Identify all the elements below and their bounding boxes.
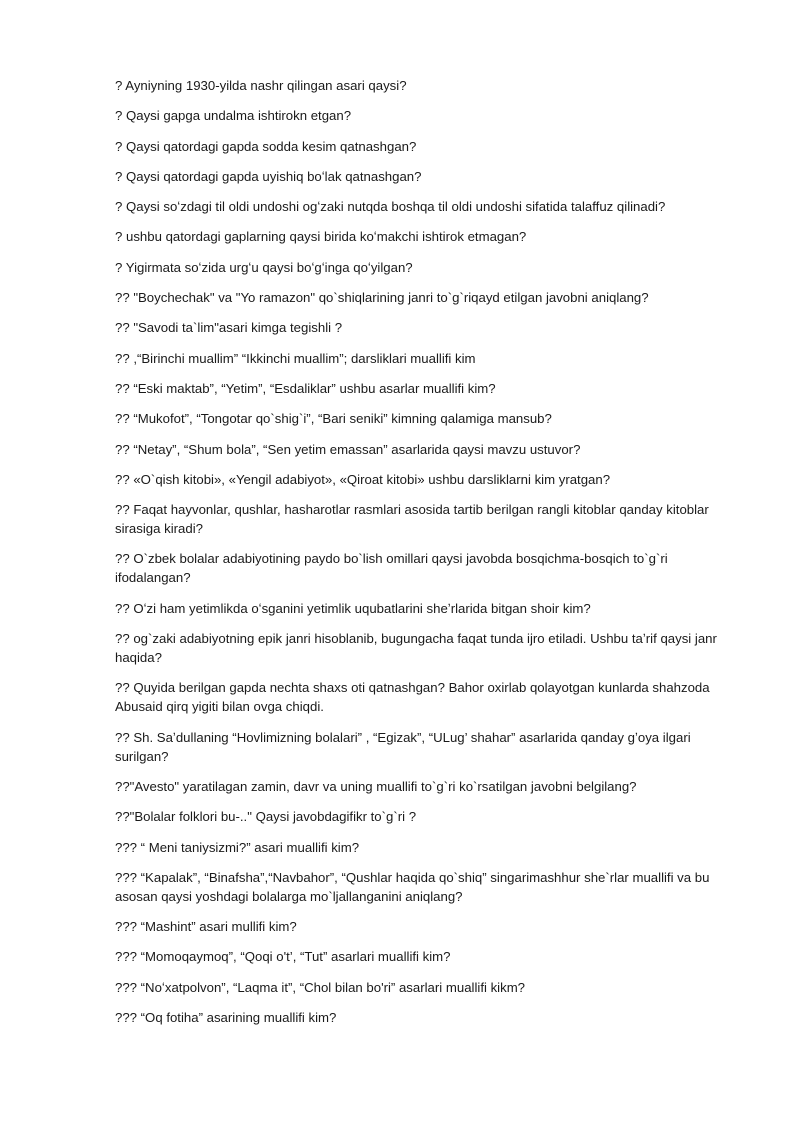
question-item: ??? “Mashint” asari mullifi kim? [115,919,297,935]
question-item: ??? “ Meni taniysizmi?” asari muallifi kim? [115,839,360,855]
question-item: ?? Quyida berilgan gapda nechta shaxs oti qatnashgan? Bahor oxirlab qolayotgan kunlarda shahzoda Abusaid qirq yigiti bilan ovga chiqdi. [115,680,710,715]
question-item: ? Qaysi soʻzdagi til oldi undoshi ogʻzaki nutqda boshqa til oldi undoshi sifatida talaffuz qilinadi? [115,199,666,215]
question-item: ? Yigirmata soʻzida urgʻu qaysi boʻgʻinga qoʻyilgan? [115,259,413,275]
question-item: ??? “Momoqaymoq”, “Qoqi o't’, “Tut” asarlari muallifi kim? [115,949,451,965]
question-item: ? Qaysi qatordagi gapda uyishiq boʻlak qatnashgan? [115,168,422,184]
question-item: ?? ,“Birinchi muallim” “Ikkinchi muallim”; darsliklari muallifi kim [115,350,476,366]
question-item: ??? “Kapalak”, “Binafsha”,“Navbahor”, “Qushlar haqida qo`shiq” singarimashhur she`rlar muallifi va bu asosan qaysi yoshdagi bolalarga mo`ljallanganini aniqlang? [115,869,710,904]
question-item: ? ushbu qatordagi gaplarning qaysi birida koʻmakchi ishtirok etmagan? [115,229,527,245]
question-item: ? Qaysi qatordagi gapda sodda kesim qatnashgan? [115,138,417,154]
question-item: ?? Faqat hayvonlar, qushlar, hasharotlar rasmlari asosida tartib berilgan rangli kitoblar qanday kitoblar sirasiga kiradi? [115,502,709,537]
question-item: ??? “Noʻxatpolvon”, “Laqma it”, “Chol bilan bo'ri” asarlari muallifi kikm? [115,979,526,995]
question-item: ??? “Oq fotiha” asarining muallifi kim? [115,1010,337,1026]
question-item: ? Qaysi gapga undalma ishtirokn etgan? [115,108,352,124]
question-item: ?? “Mukofot”, “Tongotar qo`shig`i”, “Bari seniki” kimning qalamiga mansub? [115,411,552,427]
question-item: ?? "Savodi ta`lim"asari kimga tegishli ? [115,320,343,336]
question-item: ?? «O`qish kitobi», «Yengil adabiyot», «Qiroat kitobi» ushbu darsliklarni kim yratgan? [115,471,611,487]
question-item: ?? O`zbek bolalar adabiyotining paydo bo`lish omillari qaysi javobda bosqichma-bosqich to`g`ri ifodalangan? [115,551,668,586]
question-item: ?? Oʻzi ham yetimlikda oʻsganini yetimlik uqubatlarini sheʼrlarida bitgan shoir kim? [115,600,591,616]
question-item: ? Ayniyning 1930-yilda nashr qilingan asari qaysi? [115,78,407,93]
question-item: ?? Sh. Saʼdullaning “Hovlimizning bolalari” , “Egizak”, “ULug’ shahar” asarlarida qanday gʼoya ilgari surilgan? [115,729,691,764]
question-item: ?? "Boychechak" va "Yo ramazon" qo`shiqlarining janri to`g`riqayd etilgan javobni aniqlang? [115,290,649,306]
question-item: ??"Avesto" yaratilagan zamin, davr va uning muallifi to`g`ri ko`rsatilgan javobni belgilang? [115,778,637,794]
question-item: ?? og`zaki adabiyotning epik janri hisoblanib, bugungacha faqat tunda ijro etiladi. Ushbu taʼrif qaysi janr haqida? [115,631,717,666]
question-item: ??"Bolalar folklori bu-.." Qaysi javobdagifikr to`g`ri ? [115,809,417,825]
question-item: ?? “Eski maktab”, “Yetim”, “Esdaliklar” ushbu asarlar muallifi kim? [115,380,496,396]
question-item: ?? “Netay”, “Shum bola”, “Sen yetim emassan” asarlarida qaysi mavzu ustuvor? [115,441,581,457]
question-list [115,76,740,1038]
